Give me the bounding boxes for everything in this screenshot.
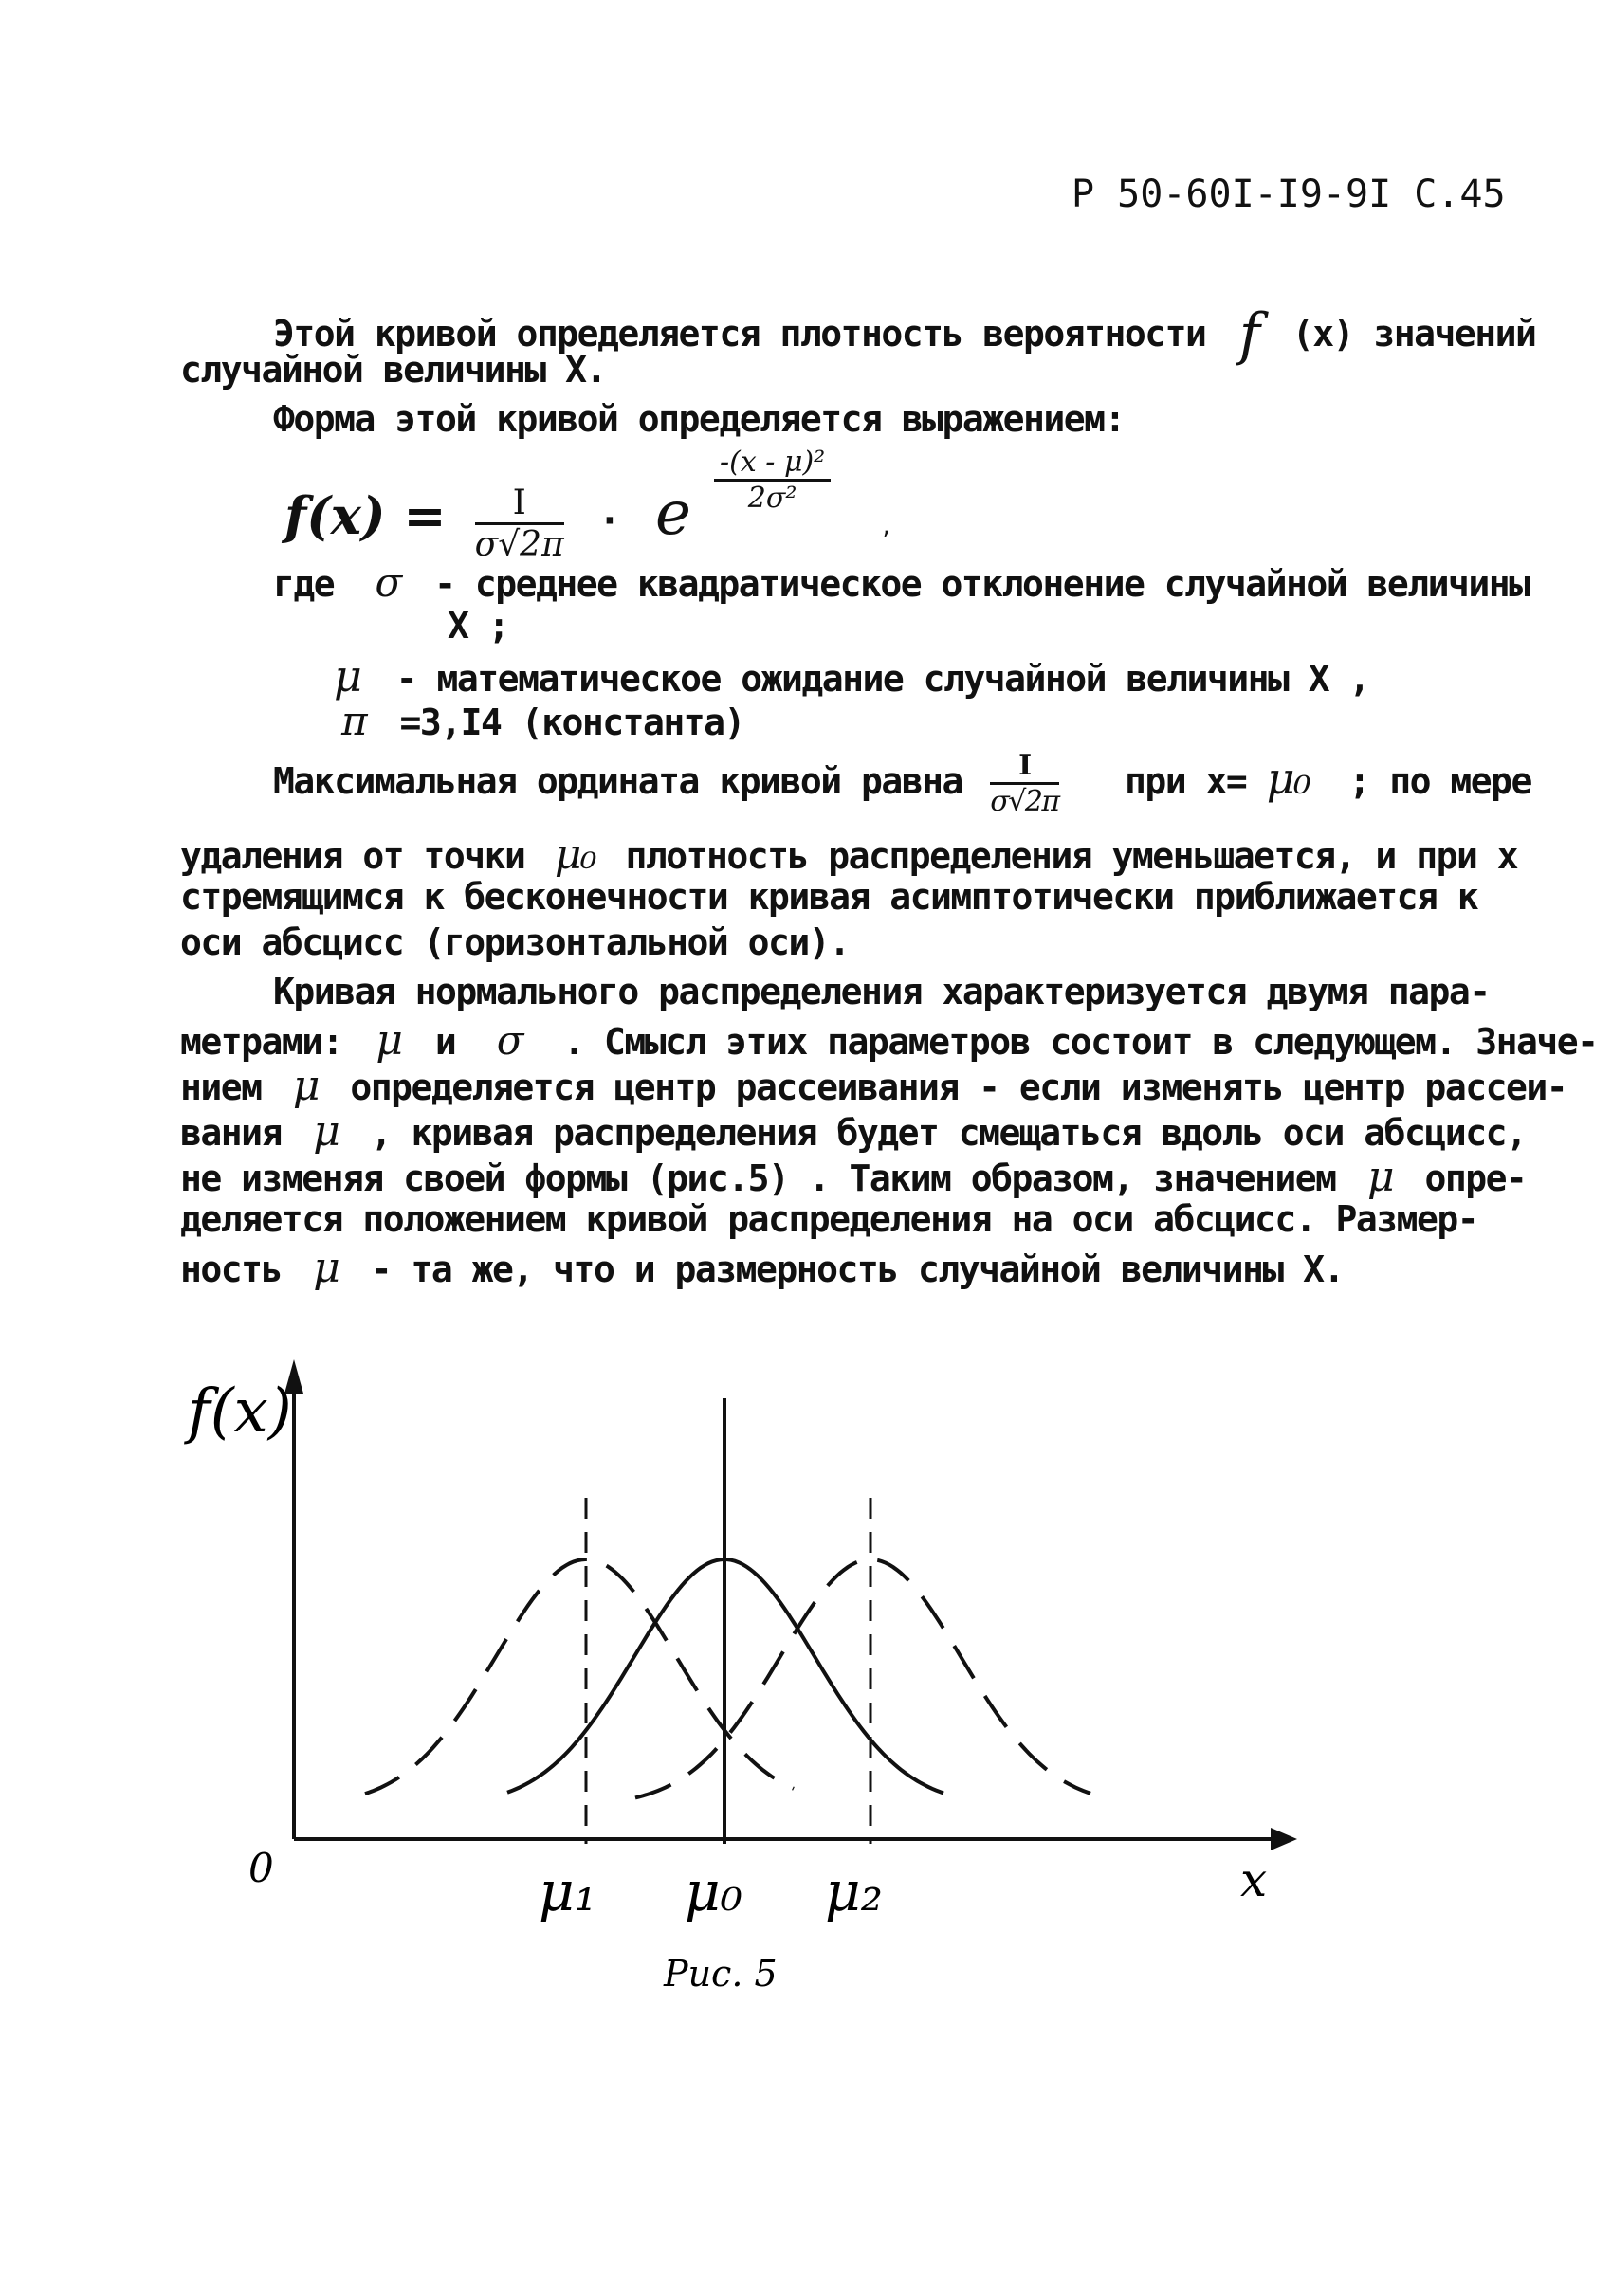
para3-line3: стремящимся к бесконечности кривая асимптотически приближается к bbox=[180, 876, 1478, 918]
x-axis-arrow bbox=[1271, 1828, 1297, 1850]
mu-symbol-p4-2: μ bbox=[292, 1062, 320, 1110]
para4-line4-post: , кривая распределения будет смещаться вдоль оси абсцисс, bbox=[370, 1112, 1527, 1154]
para4-and: и bbox=[434, 1021, 456, 1063]
para3-denominator: σ√2π bbox=[990, 785, 1059, 818]
mu0-symbol-2: μ₀ bbox=[554, 830, 596, 879]
para4-line1: Кривая нормального распределения характеризуется двумя пара- bbox=[273, 971, 1490, 1012]
para3-line2-pre: удаления от точки bbox=[180, 835, 525, 877]
para1-line2: случайной величины X. bbox=[180, 349, 606, 391]
mu-symbol: μ bbox=[334, 650, 361, 702]
exponent-denominator: 2σ² bbox=[747, 482, 797, 515]
para4-line3-post: определяется центр рассеивания - если изменять центр рассеи- bbox=[350, 1066, 1567, 1108]
formula-denominator: σ√2π bbox=[474, 524, 564, 564]
mu1-label: μ₁ bbox=[539, 1859, 596, 1923]
mu-symbol-p4: μ bbox=[376, 1016, 402, 1065]
sigma-symbol-p4: σ bbox=[496, 1017, 522, 1064]
para4-line2-pre: метрами: bbox=[180, 1021, 343, 1063]
para4-line7-post: - та же, что и размерность случайной величины X. bbox=[370, 1248, 1344, 1290]
para4-line5-pre: не изменяя своей формы (рис.5) . Таким образом, значением bbox=[180, 1157, 1336, 1199]
para3-line4: оси абсцисс (горизонтальной оси). bbox=[180, 921, 850, 963]
para4-line7-pre: ность bbox=[180, 1248, 282, 1290]
formula-lhs: f(x) = bbox=[284, 485, 447, 546]
y-axis-label: f(x) bbox=[188, 1376, 292, 1447]
where-word: где bbox=[273, 563, 335, 605]
para2-intro: Форма этой кривой определяется выражением: bbox=[273, 398, 1125, 440]
para3-mid: при x= bbox=[1125, 760, 1247, 802]
mu-symbol-p4-4: μ bbox=[1366, 1153, 1394, 1201]
para4-line4-pre: вания bbox=[180, 1112, 282, 1154]
curve-mu1-dashed bbox=[365, 1559, 794, 1794]
mu0-label: μ₀ bbox=[685, 1859, 742, 1923]
para3-line2-post: плотность распределения уменьшается, и при x bbox=[625, 835, 1518, 877]
origin-label: 0 bbox=[248, 1845, 274, 1891]
figure-caption: Рис. 5 bbox=[664, 1953, 778, 1995]
mu-symbol-p4-5: μ bbox=[313, 1244, 339, 1292]
x-axis-label: x bbox=[1240, 1852, 1268, 1907]
pi-definition: =3,I4 (константа) bbox=[399, 702, 744, 743]
formula-dot: · bbox=[597, 500, 621, 543]
sigma-definition-cont: X ; bbox=[448, 605, 509, 647]
mu0-symbol: μ₀ bbox=[1266, 753, 1310, 804]
formula-numerator: I bbox=[475, 483, 564, 525]
exponent-numerator: -(x - μ)² bbox=[714, 446, 831, 482]
mu2-label: μ₂ bbox=[825, 1859, 883, 1923]
para3-pre: Максимальная ордината кривой равна bbox=[273, 760, 962, 802]
curve-mu2-dashed bbox=[635, 1559, 1090, 1797]
para4-line5-post: опре- bbox=[1424, 1157, 1527, 1199]
para3-post: ; по мере bbox=[1348, 760, 1531, 802]
sigma-symbol: σ bbox=[375, 559, 401, 606]
formula-e: e bbox=[655, 479, 691, 549]
para4-line3-pre: нием bbox=[180, 1066, 262, 1108]
mu-definition: - математическое ожидание случайной величины X , bbox=[395, 658, 1369, 700]
para4-line6: деляется положением кривой распределения на оси абсцисс. Размер- bbox=[180, 1198, 1478, 1240]
document-code: Р 50-60I-I9-9I С.45 bbox=[1072, 173, 1506, 216]
mu-symbol-p4-3: μ bbox=[313, 1107, 339, 1156]
f-symbol: f bbox=[1238, 301, 1259, 368]
pi-symbol: π bbox=[341, 698, 367, 744]
para4-line2-post: . Смысл этих параметров состоит в следующем. Значе- bbox=[563, 1021, 1598, 1063]
sigma-definition: - среднее квадратическое отклонение случайной величины bbox=[434, 563, 1530, 605]
formula-tail: , bbox=[880, 516, 893, 539]
para1-line1-post: (x) значений bbox=[1291, 313, 1536, 355]
distribution-curves bbox=[365, 1559, 1090, 1797]
para3-numerator: I bbox=[990, 749, 1058, 785]
para1-line1-pre: Этой кривой определяется плотность вероятности bbox=[273, 313, 1206, 355]
